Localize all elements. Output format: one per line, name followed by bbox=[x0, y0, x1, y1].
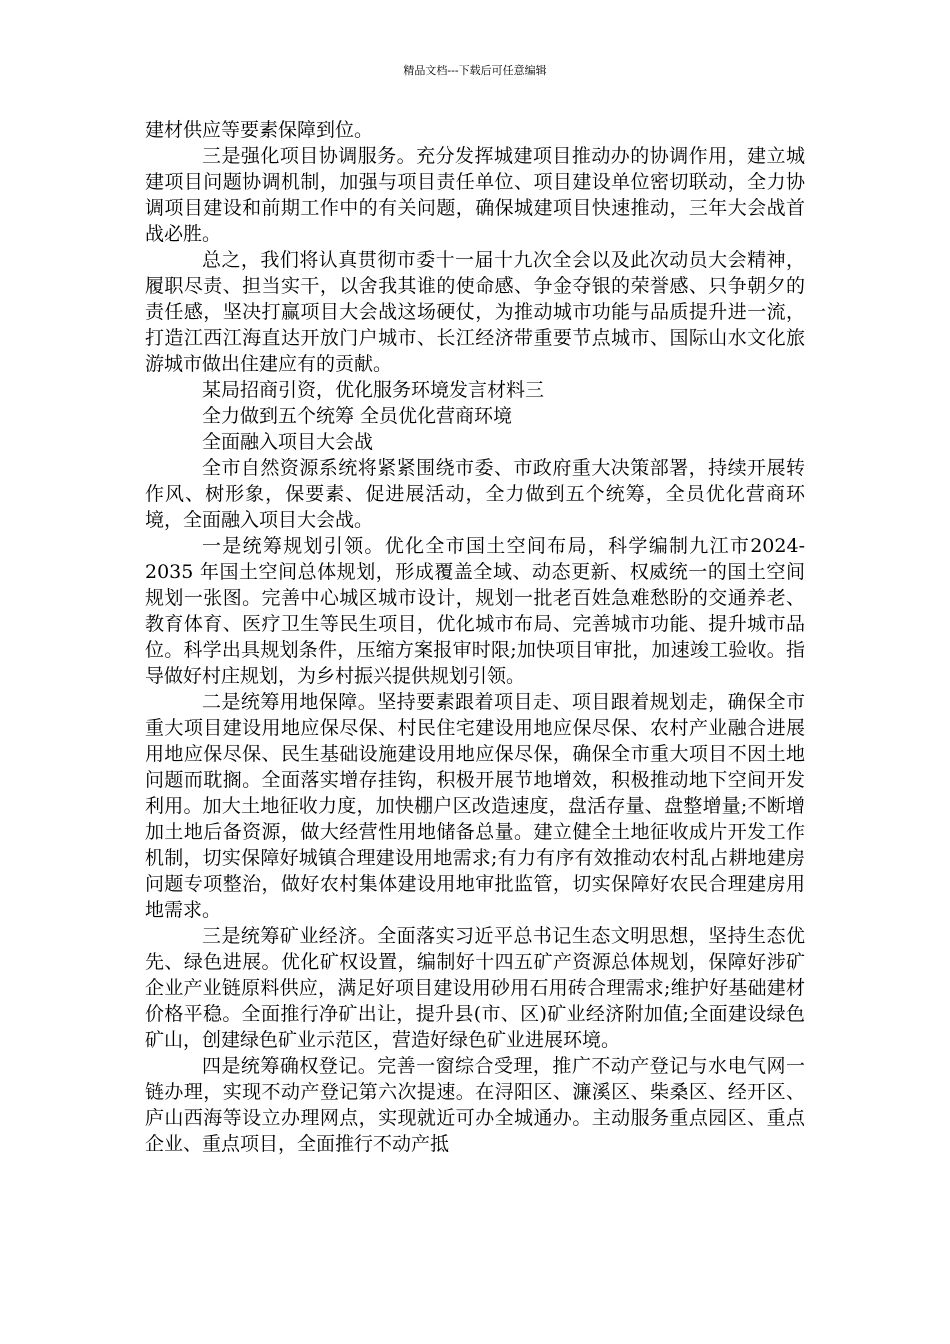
section-subtitle-2: 全面融入项目大会战 bbox=[202, 431, 374, 453]
section-subtitle-1: 全力做到五个统筹 全员优化营商环境 bbox=[202, 405, 513, 427]
paragraph-mining: 三是统筹矿业经济。全面落实习近平总书记生态文明思想，坚持生态优先、绿色进展。优化矿权设置，编制好十四五矿产资源总体规划，保障好涉矿企业产业链原料供应，满足好项目建设用砂用石用砖合理需求;维护好基础建材价格平稳。全面推行净矿出让，提升县(市、区)矿业经济附加值;全面建设绿色矿山，创建绿色矿业示范区，营造好绿色矿业进展环境。 bbox=[145, 925, 805, 1051]
page-header: 精品文档---下载后可任意编辑 bbox=[403, 64, 547, 77]
paragraph-intro: 全市自然资源系统将紧紧围绕市委、市政府重大决策部署，持续开展转作风、树形象，保要素、促进展活动，全力做到五个统筹，全员优化营商环境，全面融入项目大会战。 bbox=[145, 457, 805, 531]
paragraph-continuation: 建材供应等要素保障到位。 bbox=[145, 119, 374, 141]
paragraph-land-use: 二是统筹用地保障。坚持要素跟着项目走、项目跟着规划走，确保全市重大项目建设用地应保尽保、村民住宅建设用地应保尽保、农村产业融合进展用地应保尽保、民生基础设施建设用地应保尽保，确保全市重大项目不因土地问题而耽搁。全面落实增存挂钩，积极开展节地增效，积极推动地下空间开发利用。加大土地征收力度，加快棚户区改造速度，盘活存量、盘整增量;不断增加土地后备资源，做大经营性用地储备总量。建立健全土地征收成片开发工作机制，切实保障好城镇合理建设用地需求;有力有序有效推动农村乱占耕地建房问题专项整治，做好农村集体建设用地审批监管，切实保障好农民合理建房用地需求。 bbox=[145, 691, 805, 921]
paragraph-planning: 一是统筹规划引领。优化全市国土空间布局，科学编制九江市2024-2035 年国土空间总体规划，形成覆盖全域、动态更新、权威统一的国土空间规划一张图。完善中心城区城市设计，规划一批老百姓急难愁盼的交通养老、教育体育、医疗卫生等民生项目，优化城市布局、完善城市功能、提升城市品位。科学出具规划条件，压缩方案报审时限;加快项目审批，加速竣工验收。指导做好村庄规划，为乡村振兴提供规划引领。 bbox=[145, 535, 805, 687]
paragraph-conclusion: 总之，我们将认真贯彻市委十一届十九次全会以及此次动员大会精神，履职尽责、担当实干，以舍我其谁的使命感、争金夺银的荣誉感、只争朝夕的责任感，坚决打赢项目大会战这场硬仗，为推动城市功能与品质提升进一流，打造江西江海直达开放门户城市、长江经济带重要节点城市、国际山水文化旅游城市做出住建应有的贡献。 bbox=[145, 249, 805, 375]
section-title: 某局招商引资，优化服务环境发言材料三 bbox=[202, 379, 545, 401]
document-body bbox=[145, 117, 805, 1157]
paragraph-coordination-service: 三是强化项目协调服务。充分发挥城建项目推动办的协调作用，建立城建项目问题协调机制，加强与项目责任单位、项目建设单位密切联动，全力协调项目建设和前期工作中的有关问题，确保城建项目快速推动，三年大会战首战必胜。 bbox=[145, 145, 805, 245]
paragraph-registration: 四是统筹确权登记。完善一窗综合受理，推广不动产登记与水电气网一链办理，实现不动产登记第六次提速。在浔阳区、濂溪区、柴桑区、经开区、庐山西海等设立办理网点，实现就近可办全城通办。主动服务重点园区、重点企业、重点项目，全面推行不动产抵 bbox=[145, 1055, 805, 1155]
